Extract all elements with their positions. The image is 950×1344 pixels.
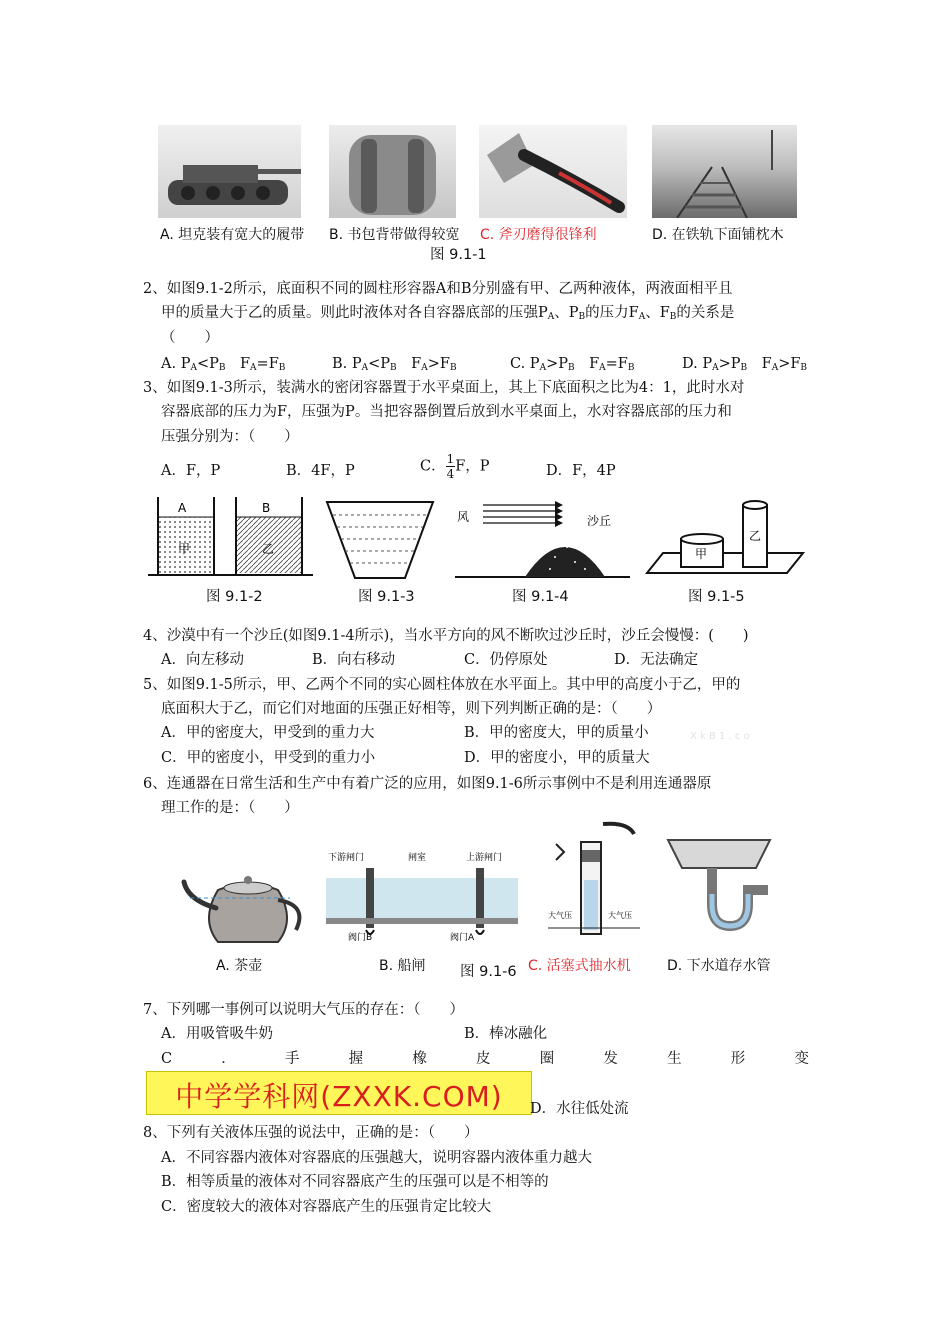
backpack-icon: [329, 125, 456, 218]
label-fig-9-1-3: 图 9.1-3: [358, 589, 415, 605]
q2-option-d: D. $P_A>P_B$ $F_A>F_B$: [682, 356, 808, 373]
label-wind: 风: [457, 510, 470, 524]
fig-9-1-4-sand-dune: [455, 497, 630, 580]
q7-line1: 7、下列哪一事例可以说明大气压的存在：（ ）: [143, 1002, 464, 1018]
q4-option-a: A．向左移动: [161, 652, 244, 668]
q5-line1: 5、如图9.1-5所示，甲、乙两个不同的实心圆柱体放在水平面上。其中甲的高度小于乙，甲的: [143, 677, 741, 693]
teapot-illustration: [178, 860, 318, 950]
q7-option-a: A．用吸管吸牛奶: [161, 1026, 273, 1042]
faint-watermark: X k B 1 . c o: [690, 731, 750, 742]
fig916-label: 图 9.1-6: [460, 964, 517, 980]
q3-option-c: C． $\frac{1}{4}$ F，P: [420, 452, 490, 481]
q2-option-b: B. $P_A<P_B$ $F_A>F_B$: [332, 356, 457, 373]
q8-line1: 8、下列有关液体压强的说法中，正确的是：（ ）: [143, 1125, 479, 1141]
label-dune: 沙丘: [587, 514, 612, 528]
drain-trap-illustration: [664, 834, 774, 946]
q3-line1: 3、如图9.1-3所示，装满水的密闭容器置于水平桌面上，其上下底面积之比为4：1，此时水对: [143, 380, 745, 396]
q7-option-c: C ． 手 握 橡 皮 圈 发 生 形 变: [161, 1051, 809, 1067]
label-container-b: B: [262, 501, 271, 515]
caption-b: B. 书包背带做得较宽: [329, 227, 460, 243]
fig916-caption-d: D. 下水道存水管: [667, 958, 771, 974]
q5-line2: 底面积大于乙，而它们对地面的压强正好相等，则下列判断正确的是：（ ）: [161, 701, 662, 717]
lock-label-upstream: 上游闸门: [466, 853, 503, 863]
fig-9-1-3-container: [325, 500, 435, 580]
axe-photo: [479, 125, 627, 218]
q8-option-a: A．不同容器内液体对容器底的压强越大，说明容器内液体重力越大: [161, 1150, 592, 1166]
railway-icon: [652, 125, 797, 218]
q6-line2: 理工作的是：（ ）: [161, 800, 299, 816]
label-fig-9-1-4: 图 9.1-4: [512, 589, 569, 605]
tank-photo: [158, 125, 301, 218]
fig916-caption-c: C. 活塞式抽水机: [528, 958, 631, 974]
q3-option-b: B．4F，P: [286, 463, 355, 479]
label-fig-9-1-5: 图 9.1-5: [688, 589, 745, 605]
q7-option-b: B．棒冰融化: [464, 1026, 548, 1042]
label-cyl-yi: 乙: [749, 529, 762, 543]
fig916-caption-a: A. 茶壶: [216, 958, 263, 974]
q8-option-b: B．相等质量的液体对不同容器底产生的压强可以是不相等的: [161, 1174, 549, 1190]
figure-label: 图 9.1-1: [430, 247, 487, 263]
pump-label-right: 大气压: [608, 911, 632, 920]
q3-option-a: A．F，P: [161, 463, 221, 479]
pump-label-left: 大气压: [548, 911, 572, 920]
piston-pump-illustration: [548, 820, 640, 948]
tank-icon: [158, 125, 301, 218]
q4-option-b: B．向右移动: [312, 652, 396, 668]
label-liquid-yi: 乙: [262, 542, 275, 556]
q2-paren: （ ）: [161, 330, 219, 346]
caption-c: C. 斧刃磨得很锋利: [480, 227, 597, 243]
q7-option-d: D．水往低处流: [530, 1101, 629, 1117]
lock-label-valve-a: 阀门A: [450, 933, 475, 943]
label-fig-9-1-2: 图 9.1-2: [206, 589, 263, 605]
fig-9-1-2-containers: [148, 495, 313, 580]
backpack-photo: [329, 125, 456, 218]
label-liquid-jia: 甲: [178, 542, 191, 556]
q5-option-d: D．甲的密度小，甲的质量大: [464, 750, 650, 766]
q6-line1: 6、连通器在日常生活和生产中有着广泛的应用，如图9.1-6所示事例中不是利用连通器原: [143, 776, 712, 792]
q5-option-b: B．甲的密度大，甲的质量小: [464, 725, 649, 741]
q3-line3: 压强分别为：（ ）: [161, 429, 299, 445]
q2-line2: 甲的质量大于乙的质量。则此时液体对各自容器底部的压强$P_A$、$P_B$的压力$F_A$、$F_B$的关系是: [161, 305, 735, 322]
q3-option-d: D．F，4P: [546, 463, 616, 479]
lock-label-downstream: 下游闸门: [328, 853, 365, 863]
q2-line1: 2、如图9.1-2所示，底面积不同的圆柱形容器A和B分别盛有甲、乙两种液体，两液面相平且: [143, 281, 733, 297]
axe-icon: [479, 125, 627, 218]
q8-option-c: C．密度较大的液体对容器底产生的压强肯定比较大: [161, 1199, 492, 1215]
fig916-caption-b: B. 船闸: [379, 958, 426, 974]
lock-label-valve-b: 阀门B: [348, 933, 373, 943]
q2-option-c: C. $P_A>P_B$ $F_A=F_B$: [510, 356, 635, 373]
q4-option-c: C．仍停原处: [464, 652, 548, 668]
q3-line2: 容器底部的压力为F，压强为P。当把容器倒置后放到水平桌面上，水对容器底部的压力和: [161, 404, 732, 420]
lock-label-chamber: 闸室: [408, 853, 427, 863]
caption-d: D. 在铁轨下面铺枕木: [652, 227, 784, 243]
caption-a: A. 坦克装有宽大的履带: [160, 227, 305, 243]
q5-option-c: C．甲的密度小，甲受到的重力小: [161, 750, 376, 766]
q4-option-d: D．无法确定: [614, 652, 699, 668]
label-container-a: A: [178, 501, 187, 515]
railway-photo: [652, 125, 797, 218]
q4-line1: 4、沙漠中有一个沙丘(如图9.1-4所示)，当水平方向的风不断吹过沙丘时，沙丘会慢慢：( ): [143, 628, 749, 644]
label-cyl-jia: 甲: [695, 547, 708, 561]
q5-option-a: A．甲的密度大，甲受到的重力大: [161, 725, 375, 741]
q2-option-a: A. $P_A<P_B$ $F_A=F_B$: [161, 356, 286, 373]
site-watermark-banner: 中学学科网(ZXXK.COM): [146, 1071, 532, 1115]
fig-9-1-5-cylinders: [645, 495, 805, 580]
ship-lock-illustration: [326, 848, 518, 944]
